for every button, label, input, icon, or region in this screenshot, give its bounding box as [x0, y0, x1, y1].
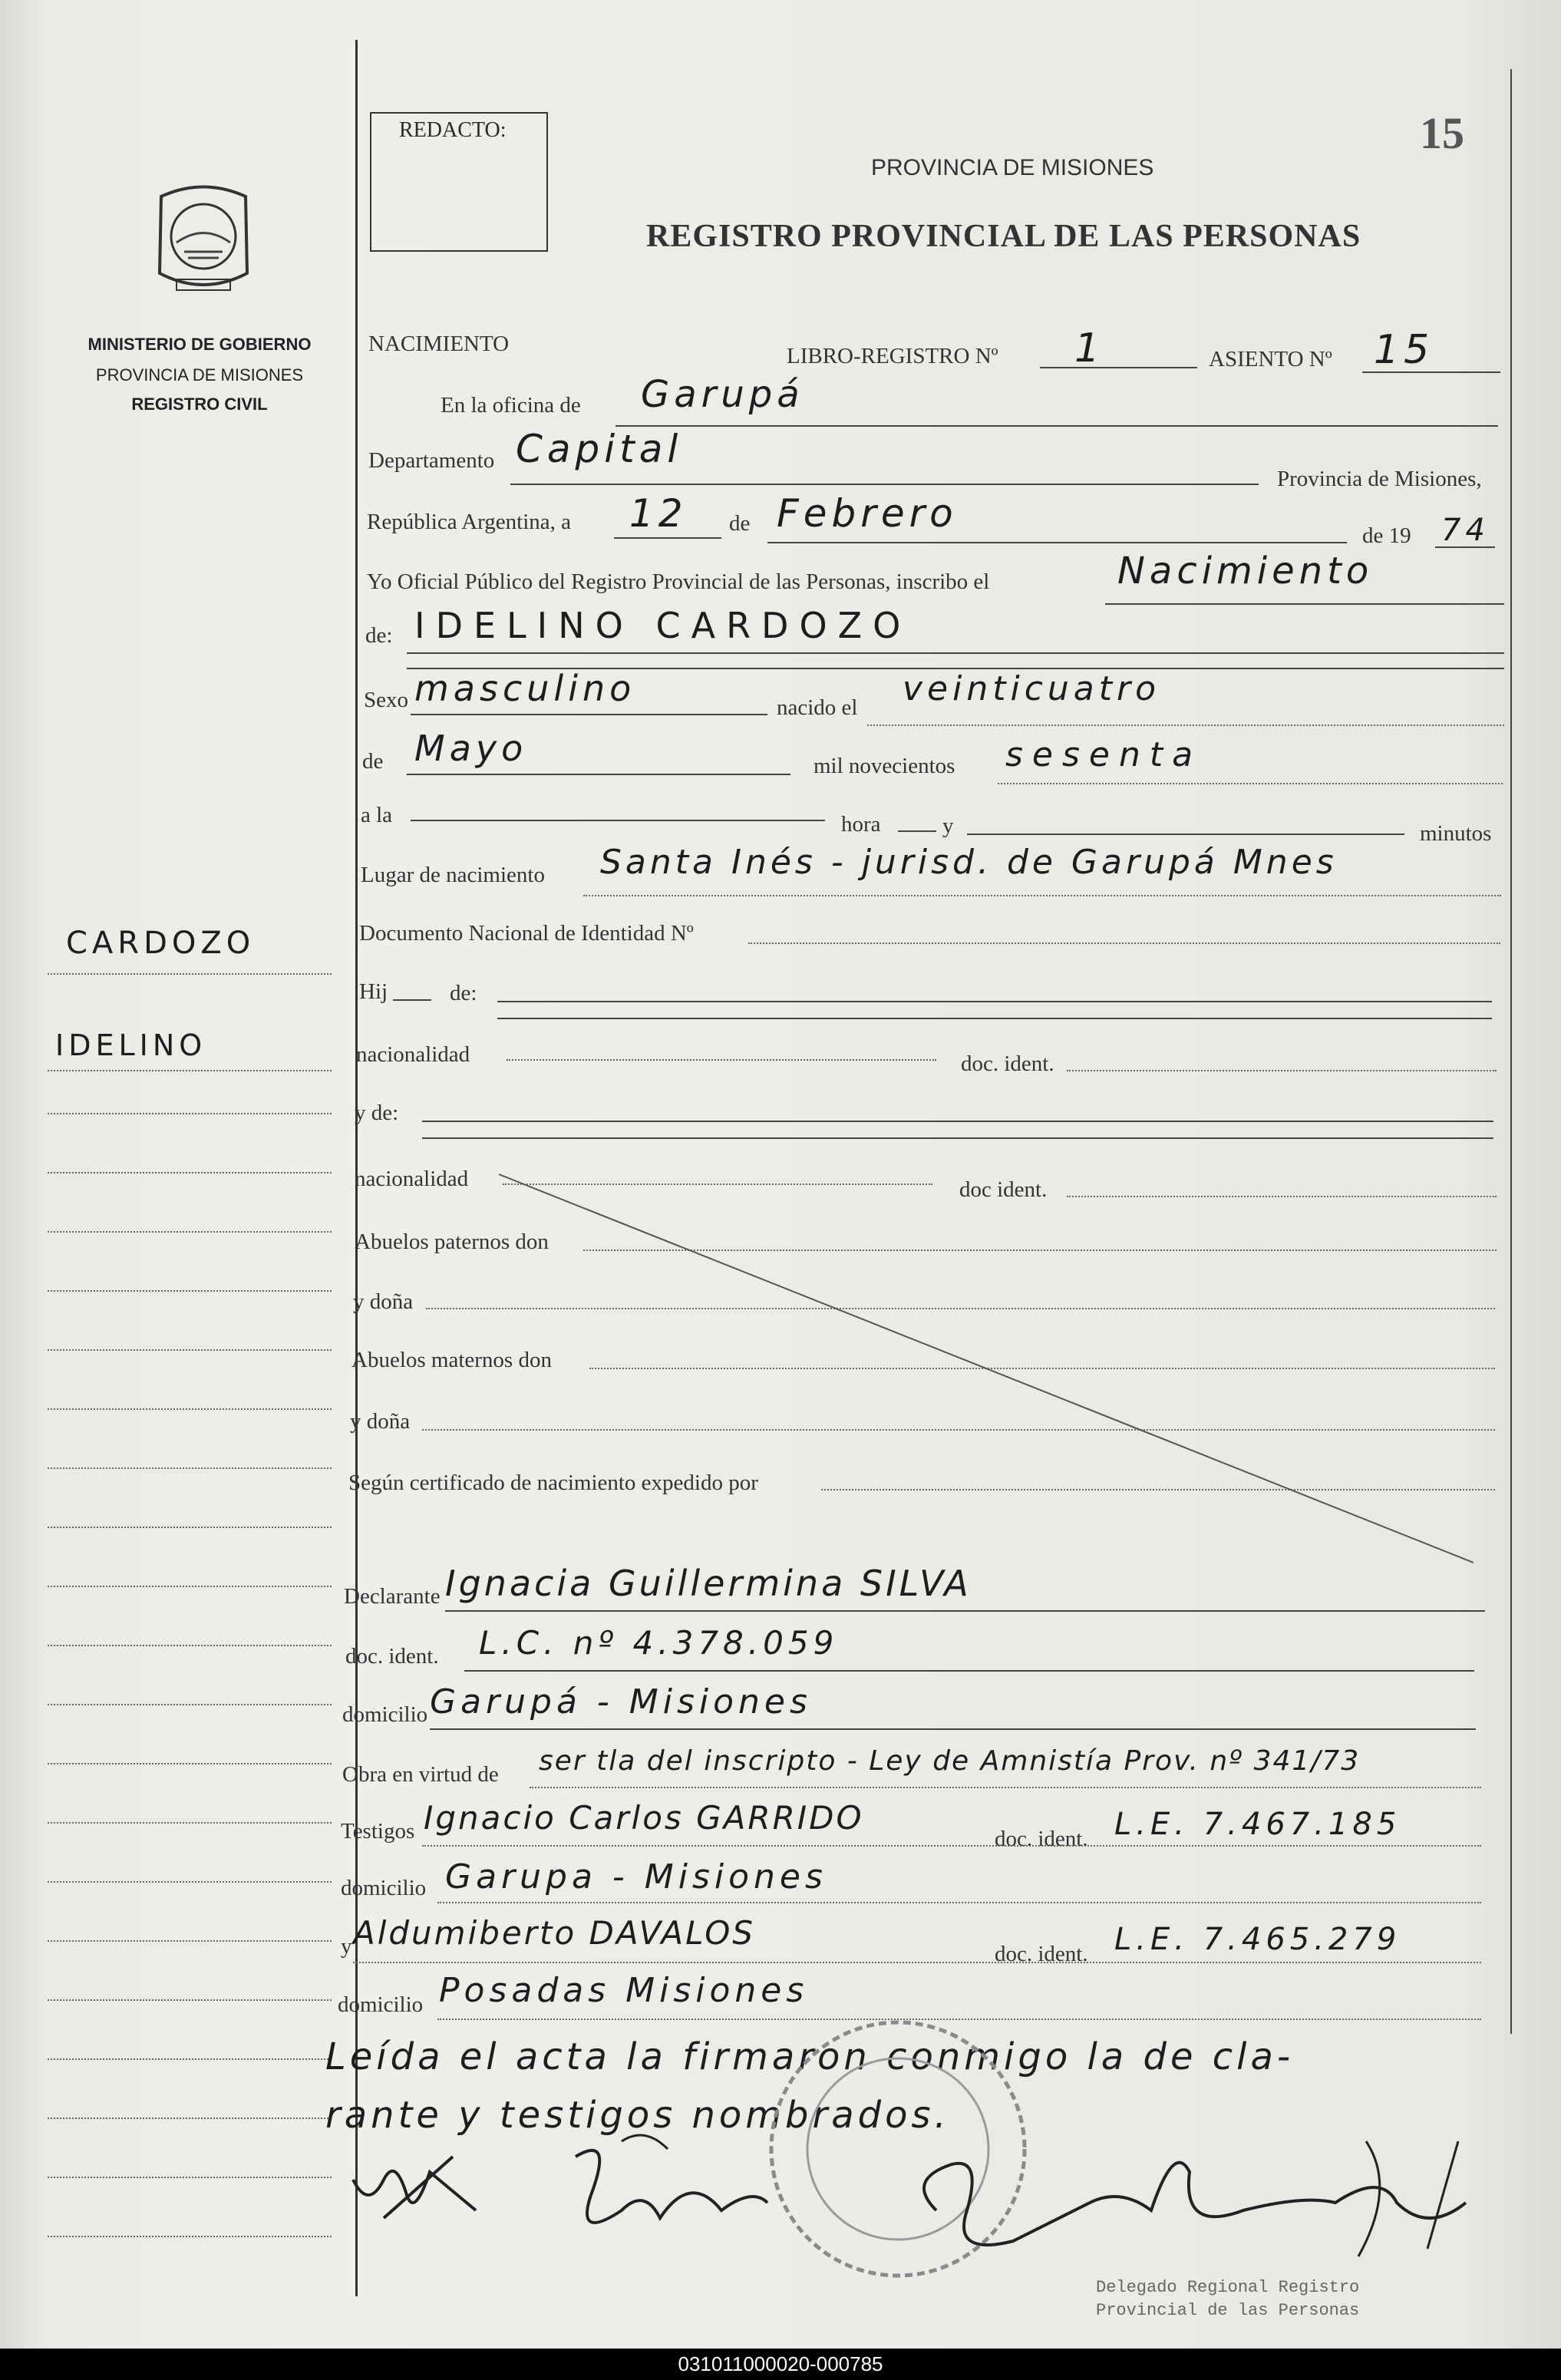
page-number: 15 — [1420, 108, 1464, 158]
oficina-label: En la oficina de — [441, 393, 581, 418]
testigo2-value: Aldumiberto DAVALOS — [353, 1914, 755, 1952]
dia-nac-value: veinticuatro — [903, 669, 1160, 708]
margin-ruled-line — [48, 2118, 332, 2119]
domicilio-label: domicilio — [342, 1702, 428, 1727]
abuelos-pat-label: Abuelos paternos don — [355, 1230, 549, 1254]
footer-id-bar — [0, 2349, 1561, 2380]
republica-label: República Argentina, a — [367, 510, 572, 534]
y-dona2-label: y doña — [350, 1409, 411, 1434]
sexo-value: masculino — [414, 668, 636, 709]
abuelos-mat-label: Abuelos maternos don — [351, 1348, 552, 1372]
record-type-label: NACIMIENTO — [368, 332, 510, 356]
acto-value: Nacimiento — [1117, 550, 1374, 593]
margin-ruled-line — [48, 1704, 332, 1705]
testigo1-doc-value: L.E. 7.467.185 — [1114, 1807, 1401, 1842]
margin-ruled-line — [48, 1822, 332, 1824]
lugar-label: Lugar de nacimiento — [361, 863, 545, 887]
hij-de-label: de: — [450, 981, 477, 1005]
asiento-value: 15 — [1374, 327, 1434, 373]
hora-label: hora — [841, 812, 881, 837]
margin-ruled-line — [48, 2058, 332, 2060]
testigo2-doc-label: doc. ident. — [995, 1942, 1088, 1966]
testigo1-value: Ignacio Carlos GARRIDO — [424, 1799, 864, 1837]
asiento-label: ASIENTO Nº — [1209, 347, 1332, 371]
footer-id: 031011000020-000785 — [678, 2352, 883, 2375]
province-title: PROVINCIA DE MISIONES — [871, 155, 1154, 180]
domicilio3-label: domicilio — [338, 1992, 424, 2017]
margin-ruled-line — [48, 1881, 332, 1883]
anio-nac-value: sesenta — [1005, 735, 1203, 774]
hij-label: Hij — [359, 979, 388, 1004]
margin-ruled-line — [48, 1763, 332, 1764]
testigo1-line — [422, 1845, 1481, 1847]
sexo-label: Sexo — [364, 688, 408, 712]
domicilio3-value: Posadas Misiones — [439, 1971, 809, 2010]
margin-given-name: IDELINO — [55, 1028, 207, 1062]
year-label: de 19 — [1362, 523, 1411, 548]
decl-doc-value: L.C. nº 4.378.059 — [479, 1624, 839, 1662]
margin-ruled-line — [48, 1999, 332, 2001]
de2-label: de — [362, 749, 384, 774]
closing-line-1: Leída el acta la firmaron conmigo la de cla- — [325, 2035, 1295, 2078]
y2-label: y — [341, 1934, 352, 1959]
nacionalidad2-label: nacionalidad — [355, 1167, 469, 1191]
de-colon-label: de: — [365, 623, 393, 648]
domicilio-line — [430, 1728, 1476, 1730]
doc-ident2-label: doc ident. — [959, 1177, 1048, 1202]
testigos-label: Testigos — [341, 1819, 415, 1844]
departamento-label: Departamento — [368, 448, 495, 473]
province-heading: PROVINCIA DE MISIONES — [95, 365, 304, 385]
domicilio-value: Garupá - Misiones — [430, 1682, 812, 1721]
year-value: 74 — [1441, 513, 1490, 548]
obra-value: ser tla del inscripto - Ley de Amnistía Prov. nº 341/73 — [539, 1745, 1361, 1777]
closing-line-2: rante y testigos nombrados. — [325, 2094, 950, 2137]
libro-value: 1 — [1074, 325, 1105, 371]
margin-ruled-line — [48, 1940, 332, 1942]
mil-label: mil novecientos — [814, 754, 955, 778]
testigo2-doc-value: L.E. 7.465.279 — [1114, 1922, 1401, 1957]
nombre-value: IDELINO CARDOZO — [414, 605, 912, 646]
margin-surname: CARDOZO — [66, 926, 256, 961]
decl-doc-label: doc. ident. — [345, 1644, 439, 1669]
a-la-label: a la — [361, 803, 393, 827]
dni-label: Documento Nacional de Identidad Nº — [359, 921, 694, 946]
testigo1-doc-label: doc. ident. — [995, 1827, 1088, 1851]
registry-civil-heading: REGISTRO CIVIL — [131, 394, 268, 414]
margin-ruled-line — [48, 1645, 332, 1646]
y-dona-label: y doña — [353, 1289, 414, 1314]
declarante-label: Declarante — [344, 1584, 441, 1609]
doc-ident-label: doc. ident. — [961, 1051, 1054, 1076]
month-value: Febrero — [777, 491, 958, 536]
decl-doc-line — [464, 1670, 1474, 1672]
stamp-line-2: Provincial de las Personas — [1096, 2301, 1360, 2320]
declarante-line — [445, 1610, 1485, 1612]
declarante-value: Ignacia Guillermina SILVA — [445, 1563, 972, 1604]
minutos-label: minutos — [1420, 821, 1492, 846]
day-value: 12 — [629, 491, 688, 536]
y-de-label: y de: — [355, 1101, 399, 1125]
nacido-label: nacido el — [777, 695, 858, 720]
provincia-label: Provincia de Misiones, — [1277, 467, 1482, 491]
yo-oficial-label: Yo Oficial Público del Registro Provincial de las Personas, inscribo el — [367, 569, 990, 594]
testigo2-line — [353, 1962, 1481, 1963]
ministry-heading: MINISTERIO DE GOBIERNO — [87, 335, 312, 354]
lugar-value: Santa Inés - jurisd. de Garupá Mnes — [600, 843, 1338, 882]
domicilio2-line — [437, 1902, 1481, 1903]
margin-ruled-line — [48, 2236, 332, 2237]
departamento-value: Capital — [516, 427, 683, 471]
nacionalidad-label: nacionalidad — [356, 1042, 470, 1067]
obra-line — [530, 1787, 1481, 1788]
oficina-value: Garupá — [641, 373, 804, 416]
stamp-line-1: Delegado Regional Registro — [1096, 2278, 1360, 2297]
registry-title: REGISTRO PROVINCIAL DE LAS PERSONAS — [646, 219, 1361, 254]
redacto-label: REDACTO: — [399, 118, 507, 142]
domicilio2-value: Garupa - Misiones — [445, 1857, 827, 1896]
libro-label: LIBRO-REGISTRO Nº — [787, 344, 998, 368]
segun-label: Según certificado de nacimiento expedido por — [348, 1471, 758, 1495]
domicilio2-label: domicilio — [341, 1876, 427, 1900]
obra-label: Obra en virtud de — [342, 1762, 499, 1787]
mes-nac-value: Mayo — [414, 728, 528, 769]
de-label: de — [729, 511, 751, 536]
y-label: y — [942, 814, 954, 838]
margin-ruled-line — [48, 2177, 332, 2178]
